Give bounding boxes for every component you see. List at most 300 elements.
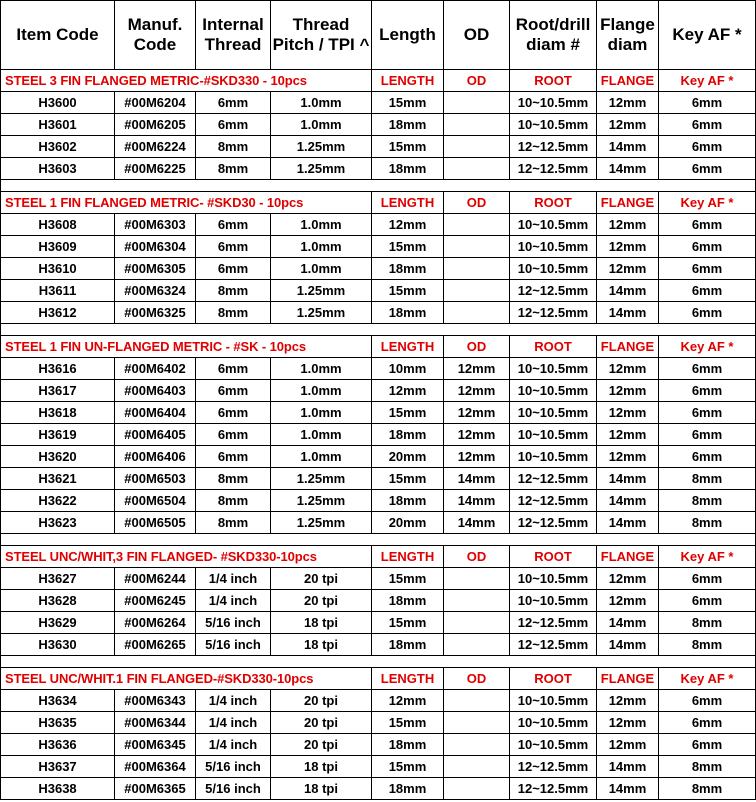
- cell-root-drill: 10~10.5mm: [510, 92, 597, 114]
- cell-root-drill: 10~10.5mm: [510, 258, 597, 280]
- cell-internal-thread: 5/16 inch: [196, 612, 271, 634]
- section-label-key-af: Key AF *: [659, 546, 756, 568]
- cell-thread-pitch: 1.0mm: [271, 380, 372, 402]
- cell-flange-diam: 12mm: [597, 380, 659, 402]
- cell-internal-thread: 6mm: [196, 380, 271, 402]
- cell-od: [444, 236, 510, 258]
- cell-item-code: H3617: [1, 380, 115, 402]
- header-row: [1, 1, 756, 70]
- cell-root-drill: 10~10.5mm: [510, 568, 597, 590]
- spacer-cell: [1, 656, 756, 668]
- cell-key-af: 8mm: [659, 468, 756, 490]
- cell-internal-thread: 8mm: [196, 512, 271, 534]
- cell-item-code: H3601: [1, 114, 115, 136]
- section-header-row: [1, 336, 756, 358]
- section-spacer: [1, 180, 756, 192]
- cell-item-code: H3609: [1, 236, 115, 258]
- spacer-cell: [1, 534, 756, 546]
- cell-key-af: 6mm: [659, 402, 756, 424]
- cell-item-code: H3612: [1, 302, 115, 324]
- cell-thread-pitch: 18 tpi: [271, 756, 372, 778]
- cell-flange-diam: 12mm: [597, 114, 659, 136]
- table-row: [1, 402, 756, 424]
- cell-od: [444, 280, 510, 302]
- table-row: [1, 468, 756, 490]
- cell-key-af: 6mm: [659, 214, 756, 236]
- cell-length: 15mm: [372, 136, 444, 158]
- section-header-row: [1, 192, 756, 214]
- cell-flange-diam: 12mm: [597, 734, 659, 756]
- cell-internal-thread: 8mm: [196, 136, 271, 158]
- table-row: [1, 358, 756, 380]
- cell-length: 12mm: [372, 214, 444, 236]
- cell-manuf-code: #00M6244: [115, 568, 196, 590]
- cell-key-af: 6mm: [659, 380, 756, 402]
- section-label-key-af: Key AF *: [659, 70, 756, 92]
- cell-flange-diam: 12mm: [597, 358, 659, 380]
- cell-manuf-code: #00M6324: [115, 280, 196, 302]
- section-header-row: [1, 546, 756, 568]
- cell-root-drill: 12~12.5mm: [510, 778, 597, 800]
- cell-thread-pitch: 18 tpi: [271, 634, 372, 656]
- table-row: [1, 778, 756, 800]
- cell-root-drill: 10~10.5mm: [510, 690, 597, 712]
- table-row: [1, 114, 756, 136]
- cell-manuf-code: #00M6504: [115, 490, 196, 512]
- cell-internal-thread: 5/16 inch: [196, 778, 271, 800]
- cell-key-af: 8mm: [659, 634, 756, 656]
- cell-internal-thread: 6mm: [196, 258, 271, 280]
- cell-thread-pitch: 1.0mm: [271, 258, 372, 280]
- cell-item-code: H3603: [1, 158, 115, 180]
- cell-manuf-code: #00M6402: [115, 358, 196, 380]
- table-row: [1, 590, 756, 612]
- cell-root-drill: 10~10.5mm: [510, 236, 597, 258]
- cell-length: 18mm: [372, 634, 444, 656]
- cell-manuf-code: #00M6204: [115, 92, 196, 114]
- cell-length: 18mm: [372, 778, 444, 800]
- cell-manuf-code: #00M6265: [115, 634, 196, 656]
- cell-length: 15mm: [372, 568, 444, 590]
- table-row: [1, 424, 756, 446]
- table-row: [1, 690, 756, 712]
- cell-length: 18mm: [372, 734, 444, 756]
- cell-od: 12mm: [444, 380, 510, 402]
- cell-manuf-code: #00M6505: [115, 512, 196, 534]
- section-label-key-af: Key AF *: [659, 192, 756, 214]
- cell-item-code: H3610: [1, 258, 115, 280]
- cell-manuf-code: #00M6224: [115, 136, 196, 158]
- cell-internal-thread: 1/4 inch: [196, 690, 271, 712]
- cell-length: 18mm: [372, 490, 444, 512]
- cell-root-drill: 12~12.5mm: [510, 512, 597, 534]
- cell-internal-thread: 6mm: [196, 236, 271, 258]
- cell-internal-thread: 6mm: [196, 424, 271, 446]
- cell-manuf-code: #00M6405: [115, 424, 196, 446]
- cell-length: 15mm: [372, 468, 444, 490]
- spacer-cell: [1, 180, 756, 192]
- section-label-length: LENGTH: [372, 336, 444, 358]
- cell-item-code: H3611: [1, 280, 115, 302]
- cell-root-drill: 10~10.5mm: [510, 712, 597, 734]
- cell-thread-pitch: 1.25mm: [271, 490, 372, 512]
- cell-thread-pitch: 1.0mm: [271, 114, 372, 136]
- cell-manuf-code: #00M6406: [115, 446, 196, 468]
- cell-key-af: 8mm: [659, 512, 756, 534]
- cell-thread-pitch: 1.0mm: [271, 358, 372, 380]
- cell-length: 18mm: [372, 258, 444, 280]
- table-row: [1, 158, 756, 180]
- section-label-length: LENGTH: [372, 192, 444, 214]
- cell-item-code: H3630: [1, 634, 115, 656]
- cell-thread-pitch: 1.25mm: [271, 468, 372, 490]
- section-label-od: OD: [444, 668, 510, 690]
- cell-od: [444, 92, 510, 114]
- cell-od: 14mm: [444, 468, 510, 490]
- section-label-root: ROOT: [510, 192, 597, 214]
- table-row: [1, 734, 756, 756]
- cell-manuf-code: #00M6304: [115, 236, 196, 258]
- cell-key-af: 6mm: [659, 136, 756, 158]
- cell-root-drill: 12~12.5mm: [510, 756, 597, 778]
- header-thread-pitch: Thread Pitch / TPI ^: [271, 1, 372, 70]
- section-spacer: [1, 656, 756, 668]
- cell-manuf-code: #00M6344: [115, 712, 196, 734]
- cell-manuf-code: #00M6403: [115, 380, 196, 402]
- cell-length: 12mm: [372, 690, 444, 712]
- cell-od: [444, 136, 510, 158]
- section-label-length: LENGTH: [372, 70, 444, 92]
- table-row: [1, 92, 756, 114]
- cell-length: 18mm: [372, 590, 444, 612]
- cell-manuf-code: #00M6364: [115, 756, 196, 778]
- cell-thread-pitch: 18 tpi: [271, 612, 372, 634]
- cell-item-code: H3635: [1, 712, 115, 734]
- cell-flange-diam: 14mm: [597, 468, 659, 490]
- cell-flange-diam: 12mm: [597, 402, 659, 424]
- section-title: STEEL UNC/WHIT.1 FIN FLANGED-#SKD330-10pcs: [1, 668, 372, 690]
- cell-flange-diam: 14mm: [597, 634, 659, 656]
- cell-manuf-code: #00M6245: [115, 590, 196, 612]
- cell-internal-thread: 5/16 inch: [196, 634, 271, 656]
- cell-key-af: 6mm: [659, 568, 756, 590]
- header-key-af: Key AF *: [659, 1, 756, 70]
- cell-flange-diam: 12mm: [597, 690, 659, 712]
- cell-key-af: 6mm: [659, 236, 756, 258]
- section-label-root: ROOT: [510, 336, 597, 358]
- cell-key-af: 6mm: [659, 280, 756, 302]
- cell-length: 18mm: [372, 424, 444, 446]
- cell-length: 10mm: [372, 358, 444, 380]
- header-internal-thread: Internal Thread: [196, 1, 271, 70]
- cell-root-drill: 12~12.5mm: [510, 158, 597, 180]
- cell-od: [444, 778, 510, 800]
- cell-item-code: H3628: [1, 590, 115, 612]
- cell-od: 12mm: [444, 358, 510, 380]
- cell-key-af: 6mm: [659, 258, 756, 280]
- table-row: [1, 512, 756, 534]
- cell-internal-thread: 1/4 inch: [196, 568, 271, 590]
- cell-length: 15mm: [372, 756, 444, 778]
- section-header-row: [1, 668, 756, 690]
- section-title: STEEL 3 FIN FLANGED METRIC-#SKD330 - 10pcs: [1, 70, 372, 92]
- table-row: [1, 490, 756, 512]
- cell-thread-pitch: 20 tpi: [271, 568, 372, 590]
- header-manuf-code: Manuf. Code: [115, 1, 196, 70]
- table-row: [1, 712, 756, 734]
- cell-length: 15mm: [372, 236, 444, 258]
- cell-root-drill: 12~12.5mm: [510, 468, 597, 490]
- section-title: STEEL 1 FIN UN-FLANGED METRIC - #SK - 10pcs: [1, 336, 372, 358]
- cell-od: [444, 302, 510, 324]
- cell-thread-pitch: 1.25mm: [271, 302, 372, 324]
- section-label-length: LENGTH: [372, 668, 444, 690]
- cell-manuf-code: #00M6365: [115, 778, 196, 800]
- cell-key-af: 6mm: [659, 712, 756, 734]
- table-body: [1, 70, 756, 800]
- cell-manuf-code: #00M6205: [115, 114, 196, 136]
- cell-flange-diam: 12mm: [597, 590, 659, 612]
- section-title: STEEL UNC/WHIT,3 FIN FLANGED- #SKD330-10pcs: [1, 546, 372, 568]
- cell-root-drill: 10~10.5mm: [510, 734, 597, 756]
- cell-internal-thread: 6mm: [196, 402, 271, 424]
- cell-od: [444, 258, 510, 280]
- cell-internal-thread: 8mm: [196, 158, 271, 180]
- table-row: [1, 380, 756, 402]
- cell-key-af: 6mm: [659, 690, 756, 712]
- cell-length: 15mm: [372, 612, 444, 634]
- cell-root-drill: 10~10.5mm: [510, 590, 597, 612]
- cell-flange-diam: 12mm: [597, 214, 659, 236]
- cell-length: 15mm: [372, 280, 444, 302]
- cell-item-code: H3629: [1, 612, 115, 634]
- cell-flange-diam: 12mm: [597, 568, 659, 590]
- table-row: [1, 568, 756, 590]
- cell-root-drill: 10~10.5mm: [510, 446, 597, 468]
- cell-key-af: 6mm: [659, 734, 756, 756]
- cell-manuf-code: #00M6343: [115, 690, 196, 712]
- cell-od: [444, 114, 510, 136]
- section-label-root: ROOT: [510, 546, 597, 568]
- cell-thread-pitch: 20 tpi: [271, 590, 372, 612]
- cell-root-drill: 10~10.5mm: [510, 402, 597, 424]
- table-row: [1, 280, 756, 302]
- section-label-flange: FLANGE: [597, 70, 659, 92]
- cell-item-code: H3616: [1, 358, 115, 380]
- cell-item-code: H3618: [1, 402, 115, 424]
- cell-length: 20mm: [372, 512, 444, 534]
- cell-od: [444, 690, 510, 712]
- header-flange-diam: Flange diam: [597, 1, 659, 70]
- cell-item-code: H3636: [1, 734, 115, 756]
- section-spacer: [1, 534, 756, 546]
- cell-root-drill: 10~10.5mm: [510, 380, 597, 402]
- cell-thread-pitch: 1.0mm: [271, 214, 372, 236]
- cell-thread-pitch: 20 tpi: [271, 734, 372, 756]
- table-row: [1, 634, 756, 656]
- cell-od: [444, 214, 510, 236]
- cell-item-code: H3627: [1, 568, 115, 590]
- cell-internal-thread: 1/4 inch: [196, 734, 271, 756]
- cell-od: [444, 590, 510, 612]
- table-row: [1, 258, 756, 280]
- cell-length: 15mm: [372, 402, 444, 424]
- cell-key-af: 6mm: [659, 590, 756, 612]
- cell-key-af: 8mm: [659, 756, 756, 778]
- cell-flange-diam: 14mm: [597, 756, 659, 778]
- cell-flange-diam: 14mm: [597, 778, 659, 800]
- cell-length: 18mm: [372, 114, 444, 136]
- section-label-od: OD: [444, 70, 510, 92]
- cell-manuf-code: #00M6303: [115, 214, 196, 236]
- cell-flange-diam: 12mm: [597, 424, 659, 446]
- header-item-code: Item Code: [1, 1, 115, 70]
- cell-thread-pitch: 20 tpi: [271, 712, 372, 734]
- cell-key-af: 6mm: [659, 302, 756, 324]
- cell-internal-thread: 1/4 inch: [196, 590, 271, 612]
- cell-manuf-code: #00M6264: [115, 612, 196, 634]
- section-label-length: LENGTH: [372, 546, 444, 568]
- cell-item-code: H3637: [1, 756, 115, 778]
- cell-thread-pitch: 18 tpi: [271, 778, 372, 800]
- cell-root-drill: 10~10.5mm: [510, 114, 597, 136]
- cell-thread-pitch: 1.0mm: [271, 446, 372, 468]
- section-header-row: [1, 70, 756, 92]
- cell-item-code: H3619: [1, 424, 115, 446]
- cell-thread-pitch: 1.25mm: [271, 280, 372, 302]
- cell-internal-thread: 6mm: [196, 446, 271, 468]
- cell-thread-pitch: 1.25mm: [271, 158, 372, 180]
- cell-internal-thread: 6mm: [196, 214, 271, 236]
- section-label-od: OD: [444, 192, 510, 214]
- cell-od: [444, 756, 510, 778]
- cell-od: 12mm: [444, 446, 510, 468]
- cell-item-code: H3638: [1, 778, 115, 800]
- cell-root-drill: 12~12.5mm: [510, 490, 597, 512]
- header-root-drill: Root/drill diam #: [510, 1, 597, 70]
- section-label-key-af: Key AF *: [659, 336, 756, 358]
- cell-thread-pitch: 20 tpi: [271, 690, 372, 712]
- cell-manuf-code: #00M6325: [115, 302, 196, 324]
- cell-od: [444, 612, 510, 634]
- cell-od: [444, 634, 510, 656]
- cell-item-code: H3622: [1, 490, 115, 512]
- cell-item-code: H3634: [1, 690, 115, 712]
- table-row: [1, 236, 756, 258]
- cell-length: 18mm: [372, 158, 444, 180]
- cell-od: 12mm: [444, 424, 510, 446]
- cell-internal-thread: 8mm: [196, 468, 271, 490]
- cell-internal-thread: 8mm: [196, 302, 271, 324]
- section-label-flange: FLANGE: [597, 668, 659, 690]
- cell-od: [444, 712, 510, 734]
- cell-thread-pitch: 1.0mm: [271, 92, 372, 114]
- cell-manuf-code: #00M6225: [115, 158, 196, 180]
- cell-manuf-code: #00M6503: [115, 468, 196, 490]
- section-label-od: OD: [444, 336, 510, 358]
- table-row: [1, 136, 756, 158]
- table-row: [1, 214, 756, 236]
- cell-flange-diam: 14mm: [597, 490, 659, 512]
- cell-key-af: 8mm: [659, 778, 756, 800]
- cell-root-drill: 12~12.5mm: [510, 612, 597, 634]
- cell-od: [444, 734, 510, 756]
- cell-internal-thread: 6mm: [196, 114, 271, 136]
- spacer-cell: [1, 324, 756, 336]
- cell-flange-diam: 14mm: [597, 302, 659, 324]
- cell-root-drill: 12~12.5mm: [510, 634, 597, 656]
- section-label-flange: FLANGE: [597, 336, 659, 358]
- cell-od: 14mm: [444, 490, 510, 512]
- cell-flange-diam: 14mm: [597, 612, 659, 634]
- cell-thread-pitch: 1.25mm: [271, 136, 372, 158]
- cell-flange-diam: 12mm: [597, 236, 659, 258]
- cell-length: 15mm: [372, 92, 444, 114]
- cell-flange-diam: 14mm: [597, 512, 659, 534]
- section-label-flange: FLANGE: [597, 192, 659, 214]
- cell-flange-diam: 12mm: [597, 712, 659, 734]
- cell-length: 12mm: [372, 380, 444, 402]
- cell-key-af: 8mm: [659, 612, 756, 634]
- section-label-flange: FLANGE: [597, 546, 659, 568]
- table-row: [1, 302, 756, 324]
- cell-root-drill: 10~10.5mm: [510, 424, 597, 446]
- cell-internal-thread: 5/16 inch: [196, 756, 271, 778]
- cell-flange-diam: 12mm: [597, 258, 659, 280]
- cell-root-drill: 12~12.5mm: [510, 136, 597, 158]
- cell-key-af: 6mm: [659, 92, 756, 114]
- cell-key-af: 6mm: [659, 114, 756, 136]
- table-row: [1, 612, 756, 634]
- cell-od: 14mm: [444, 512, 510, 534]
- cell-manuf-code: #00M6404: [115, 402, 196, 424]
- cell-flange-diam: 14mm: [597, 136, 659, 158]
- cell-internal-thread: 6mm: [196, 358, 271, 380]
- cell-root-drill: 12~12.5mm: [510, 302, 597, 324]
- section-title: STEEL 1 FIN FLANGED METRIC- #SKD30 - 10pcs: [1, 192, 372, 214]
- cell-root-drill: 12~12.5mm: [510, 280, 597, 302]
- section-label-root: ROOT: [510, 70, 597, 92]
- cell-manuf-code: #00M6305: [115, 258, 196, 280]
- cell-thread-pitch: 1.0mm: [271, 402, 372, 424]
- header-od: OD: [444, 1, 510, 70]
- cell-manuf-code: #00M6345: [115, 734, 196, 756]
- cell-internal-thread: 8mm: [196, 490, 271, 512]
- cell-thread-pitch: 1.25mm: [271, 512, 372, 534]
- cell-length: 18mm: [372, 302, 444, 324]
- cell-length: 15mm: [372, 712, 444, 734]
- table-row: [1, 756, 756, 778]
- cell-thread-pitch: 1.0mm: [271, 424, 372, 446]
- table-row: [1, 446, 756, 468]
- cell-od: 12mm: [444, 402, 510, 424]
- cell-item-code: H3608: [1, 214, 115, 236]
- cell-root-drill: 10~10.5mm: [510, 214, 597, 236]
- cell-item-code: H3621: [1, 468, 115, 490]
- section-label-od: OD: [444, 546, 510, 568]
- cell-root-drill: 10~10.5mm: [510, 358, 597, 380]
- cell-key-af: 6mm: [659, 358, 756, 380]
- cell-flange-diam: 12mm: [597, 446, 659, 468]
- section-label-root: ROOT: [510, 668, 597, 690]
- section-label-key-af: Key AF *: [659, 668, 756, 690]
- section-spacer: [1, 324, 756, 336]
- cell-item-code: H3602: [1, 136, 115, 158]
- cell-flange-diam: 12mm: [597, 92, 659, 114]
- cell-item-code: H3620: [1, 446, 115, 468]
- cell-length: 20mm: [372, 446, 444, 468]
- cell-key-af: 8mm: [659, 490, 756, 512]
